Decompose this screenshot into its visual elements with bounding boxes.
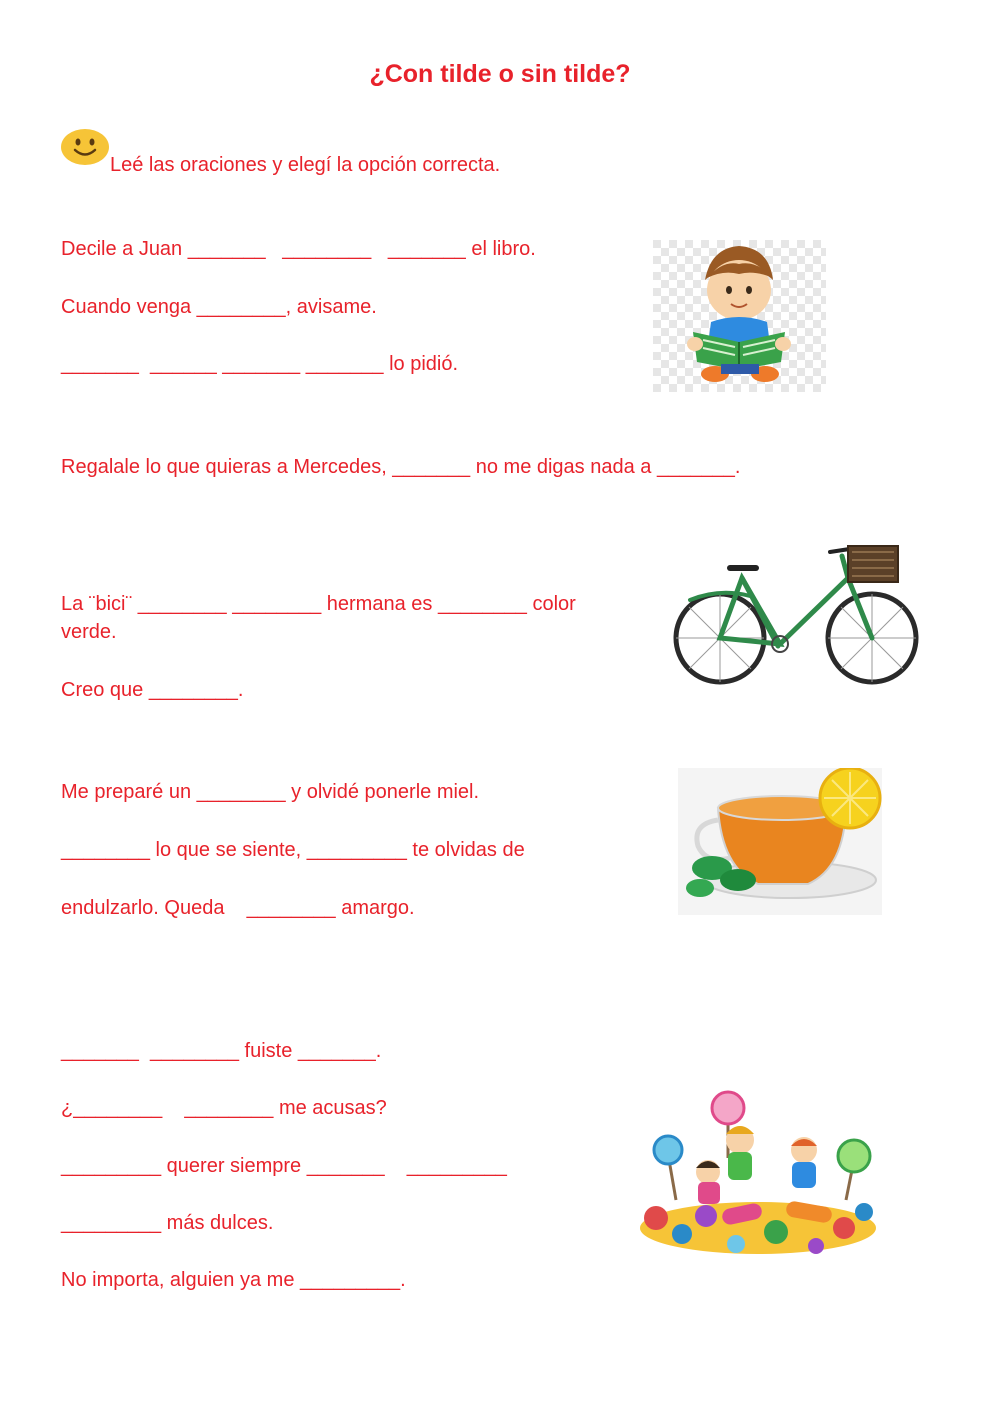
smiley-face-icon bbox=[60, 128, 110, 166]
sentence-10: _______ ________ fuiste _______. bbox=[61, 1040, 382, 1062]
sentence-14: No importa, alguien ya me _________. bbox=[61, 1269, 406, 1291]
sentence-3: _______ ______ _______ _______ lo pidió. bbox=[61, 353, 459, 375]
sentence-9: endulzarlo. Queda ________ amargo. bbox=[61, 897, 415, 919]
instruction-text: Leé las oraciones y elegí la opción correcta. bbox=[110, 154, 501, 176]
page-title: ¿Con tilde o sin tilde? bbox=[369, 60, 631, 88]
tea-cup-image bbox=[678, 768, 882, 915]
sentence-13: _________ más dulces. bbox=[61, 1212, 274, 1234]
reading-boy-image bbox=[653, 240, 826, 392]
sentence-11: ¿________ ________ me acusas? bbox=[61, 1097, 387, 1119]
sentence-2: Cuando venga ________, avisame. bbox=[61, 296, 377, 318]
sentence-4: Regalale lo que quieras a Mercedes, _______ no me digas nada a _______. bbox=[61, 456, 741, 478]
green-bicycle-image bbox=[660, 538, 920, 693]
sentence-7: Me preparé un ________ y olvidé ponerle miel. bbox=[61, 781, 480, 803]
sentence-12: _________ querer siempre _______ _________ bbox=[61, 1155, 507, 1177]
sentence-8: ________ lo que se siente, _________ te olvidas de bbox=[61, 839, 525, 861]
sentence-5: La ¨bici¨ ________ ________ hermana es ________ color verde. bbox=[61, 593, 576, 643]
kids-candy-image bbox=[636, 1088, 880, 1260]
sentence-6: Creo que ________. bbox=[61, 679, 244, 701]
sentence-1: Decile a Juan _______ ________ _______ el libro. bbox=[61, 238, 536, 260]
